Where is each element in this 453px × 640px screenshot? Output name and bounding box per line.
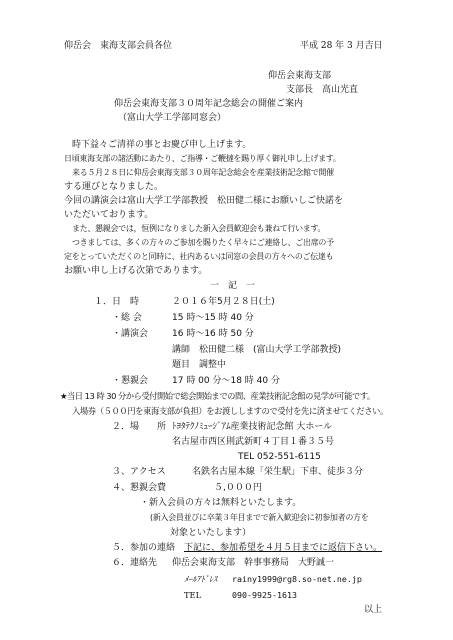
body-paragraph-6a: つきましては、多くの方々のご参加を賜りたく早々にご連絡し、ご出席の予	[72, 238, 334, 247]
rsvp-label: ５．参加の連絡	[112, 543, 176, 553]
place-name: ﾄﾖﾀﾃｸﾉﾐｭｰｼﾞｱﾑ産業技術記念館 大ホール	[172, 422, 333, 432]
tel-label: TEL	[184, 590, 202, 600]
body-paragraph-5: また、懇親会では，恒例になりました新入会員歓迎会も兼ねて行います。	[72, 224, 326, 233]
contact-label: ６．連絡先	[112, 558, 158, 568]
lecturer: 講師 松田健二様 (富山大学工学部教授)	[172, 345, 342, 355]
mail-address[interactable]: rainy1999@rg8.so-net.ne.jp	[232, 574, 362, 584]
reception-note-2: 入場券（５００円を東海支部が負担）をお渡ししますので受付を先に済ませてください。	[72, 406, 388, 416]
contact-org: 仰岳会東海支部 幹事事務局 大野誠一	[172, 558, 335, 568]
reception-note-1: ★当日 13 時 30 分から受付開始で総会開始までの間、産業技術記念館の見学が可能です。	[60, 391, 375, 401]
issue-date: 平成 28 年 3 月吉日	[300, 41, 383, 51]
fee-label: ４、懇親会費	[112, 483, 167, 493]
access-value: 名鉄名古屋本線「栄生駅」下車、徒歩３分	[192, 467, 364, 477]
body-paragraph-6c: お願い申し上げる次第であります。	[64, 266, 208, 276]
tel-number: 090-9925-1613	[232, 590, 297, 600]
closing: 以上	[364, 605, 383, 615]
lecture-topic: 題目 調整中	[172, 360, 227, 370]
rsvp-value: 下記に、参加希望を４月５日までに返信下さい。	[184, 543, 383, 553]
body-paragraph-4a: 今回の講演会は富山大学工学部教授 松田健二様にお願いしご快諾を	[64, 196, 344, 206]
body-paragraph-3b: する運びとなりました。	[64, 182, 164, 192]
body-paragraph-3a: 来る５月２８日に仰岳会東海支部３０周年記念総会を産業技術記念館で開催	[72, 168, 334, 177]
sender-org: 仰岳会東海支部	[268, 71, 332, 81]
body-paragraph-6b: 定をとっていただくのと同時に、社内あるいは同窓の会員の方々へのご伝達も	[64, 252, 334, 261]
ki-heading: 一 記 一	[210, 281, 256, 291]
title-line-1: 仰岳会東海支部３０周年記念総会の開催ご案内	[114, 99, 304, 109]
place-label: ２．場 所	[112, 422, 167, 432]
fee-value: ５,０００円	[214, 483, 262, 493]
title-line-2: （富山大学工学部同窓会）	[118, 113, 227, 123]
party-label: ・懇親会	[112, 376, 149, 386]
place-address: 名古屋市西区則武新町４丁目１番３５号	[172, 437, 335, 447]
place-tel: TEL 052-551-6115	[238, 452, 321, 462]
date-value: ２０１６年5月２８日(土)	[172, 297, 275, 307]
addressee: 仰岳会 東海支部会員各位	[64, 41, 173, 51]
party-time: 17 時 00 分～18 時 40 分	[172, 376, 280, 386]
general-meeting-label: ・総 会	[112, 313, 142, 323]
lecture-time: 16 時～16 時 50 分	[172, 329, 254, 339]
body-paragraph-1: 時下益々ご清祥の事とお慶び申し上げます。	[72, 140, 252, 150]
fee-note-2: (新入会員並びに卒業３年目までで新入歓迎会に初参加者の方を	[150, 513, 369, 522]
body-paragraph-2: 日頃東海支部の諸活動にあたり、ご指導・ご鞭撻を賜り厚く御礼申し上げます。	[64, 154, 341, 163]
access-label: ３、アクセス	[112, 467, 166, 477]
date-label: １．日 時	[94, 297, 140, 307]
mail-label: ﾒｰﾙｱﾄﾞﾚｽ	[184, 574, 218, 584]
sender-name: 支部長 高山光直	[286, 85, 359, 95]
general-meeting-time: 15 時～15 時 40 分	[172, 313, 254, 323]
fee-note-1: ・新入会員の方々は無料といたします。	[140, 498, 302, 508]
lecture-label: ・講演会	[112, 329, 149, 339]
fee-note-3: 対象といたします）	[170, 528, 252, 538]
body-paragraph-4b: いただいております。	[64, 210, 154, 220]
